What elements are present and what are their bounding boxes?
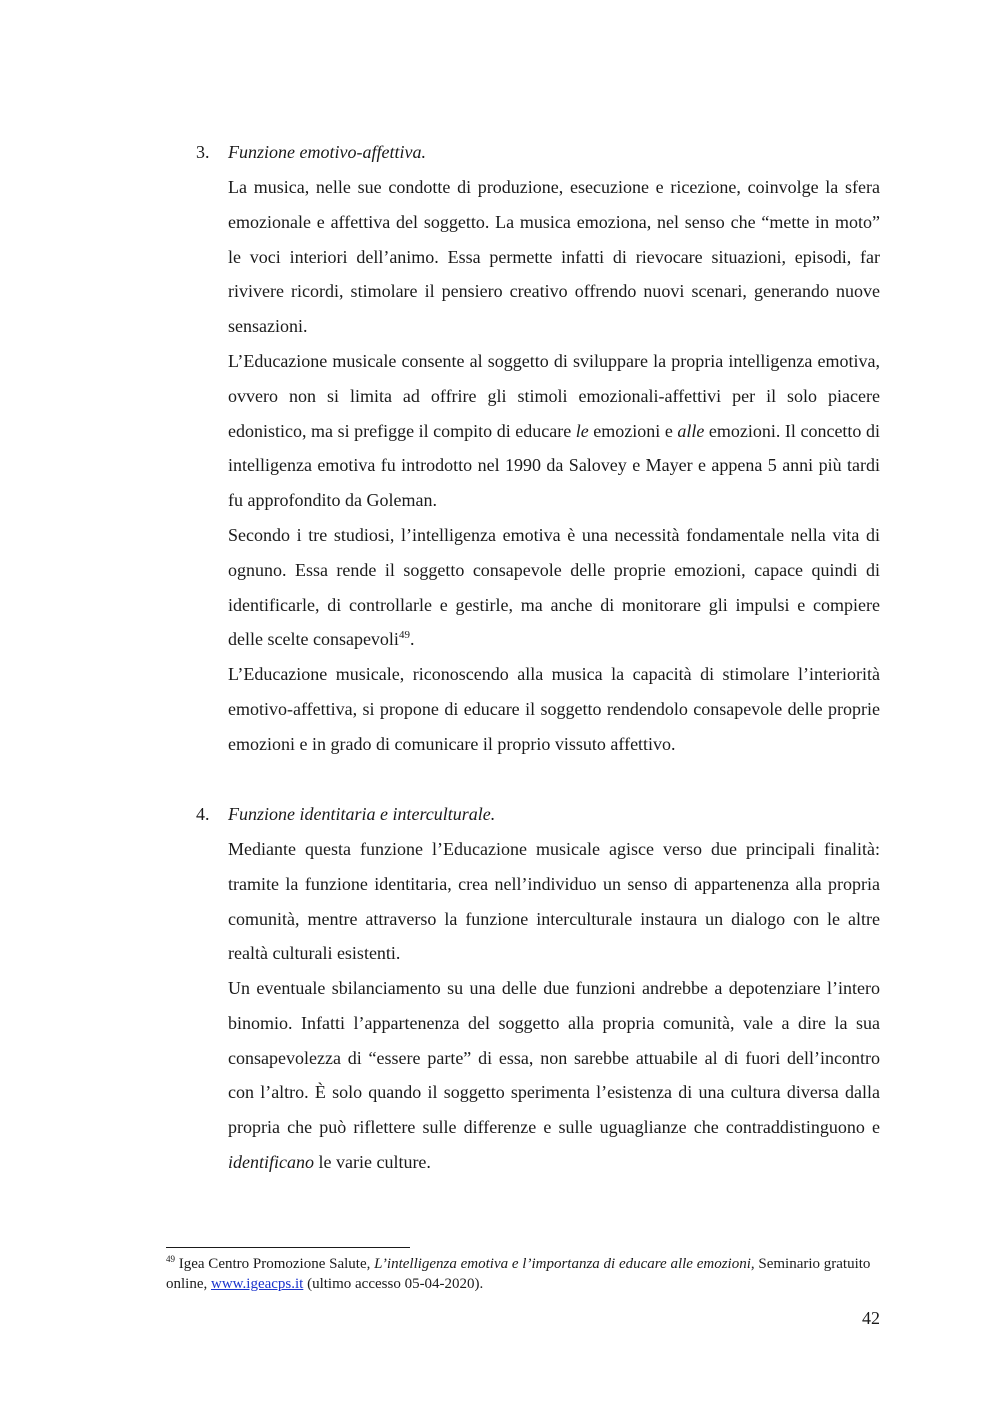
item-heading — [196, 797, 495, 832]
item-number: 3. — [196, 142, 210, 162]
paragraph: Un eventuale sbilanciamento su una delle due funzioni andrebbe a depotenziare l’intero binomio. Infatti l’appartenenza del soggetto alla propria comunità, vale a dire la sua consapevolezza di “essere parte” di essa, non sarebbe attuabile al di fuori dell’incontro con l’altro. È solo quando il soggetto sperimenta l’esistenza di una cultura diversa dalla propria che può riflettere sulle differenze e sulle uguaglianze che contraddistinguono e identificano le varie culture. — [228, 978, 880, 1172]
footnote-title: L’intelligenza emotiva e l’importanza di educare alle emozioni — [374, 1256, 751, 1272]
footnote-reference[interactable]: 49 — [398, 629, 410, 642]
footnote-number: 49 — [166, 1254, 175, 1264]
paragraph: L’Educazione musicale consente al soggetto di sviluppare la propria intelligenza emotiva, ovvero non si limita ad offrire gli stimoli emozionali-affettivi per il solo piacere edonistico, ma si prefigge il compito di educare le emozioni e alle emozioni. Il concetto di intelligenza emotiva fu introdotto nel 1990 da Salovey e Mayer e appena 5 anni più tardi fu approfondito da Goleman. — [228, 351, 880, 511]
item-title: Funzione identitaria e interculturale. — [228, 804, 496, 824]
footnote: $^{49}$ Igea Centro Promozione Salute, L’intelligenza emotiva e l’importanza di educare alle emozioni, Seminario gratuito online, www.igeacps.it (ultimo accesso 05-04-2020). — [166, 1254, 871, 1292]
item-heading — [196, 135, 426, 170]
paragraph: La musica, nelle sue condotte di produzione, esecuzione e ricezione, coinvolge la sfera emozionale e affettiva del soggetto. La musica emoziona, nel senso che “mette in moto” le voci interiori dell’animo. Essa permette infatti di rievocare situazioni, episodi, far rivivere ricordi, stimolare il pensiero creativo offrendo nuovi scenari, generando nuove sensazioni. — [228, 177, 880, 337]
paragraph: L’Educazione musicale, riconoscendo alla musica la capacità di stimolare l’interiorità emotivo-affettiva, si propone di educare il soggetto rendendolo consapevole delle proprie emozioni e in grado di comunicare il proprio vissuto affettivo. — [228, 664, 880, 754]
page-number: 42 — [862, 1308, 880, 1328]
item-title: Funzione emotivo-affettiva. — [228, 142, 426, 162]
footnote-link[interactable]: www.igeacps.it — [211, 1276, 304, 1292]
paragraph: Secondo i tre studiosi, l’intelligenza emotiva è una necessità fondamentale nella vita di ognuno. Essa rende il soggetto consapevole delle proprie emozioni, capace quindi di identificarle, di controllarle e gestirle, ma anche di monitorare gli impulsi e compiere delle scelte consapevoli$^{49}$. — [228, 525, 880, 650]
item-number: 4. — [196, 804, 210, 824]
paragraph: Mediante questa funzione l’Educazione musicale agisce verso due principali finalità: tramite la funzione identitaria, crea nell’individuo un senso di appartenenza alla propria comunità, mentre attraverso la funzione interculturale instaura un dialogo con le altre realtà culturali esistenti. — [228, 839, 880, 964]
footnote-separator — [166, 1247, 410, 1248]
